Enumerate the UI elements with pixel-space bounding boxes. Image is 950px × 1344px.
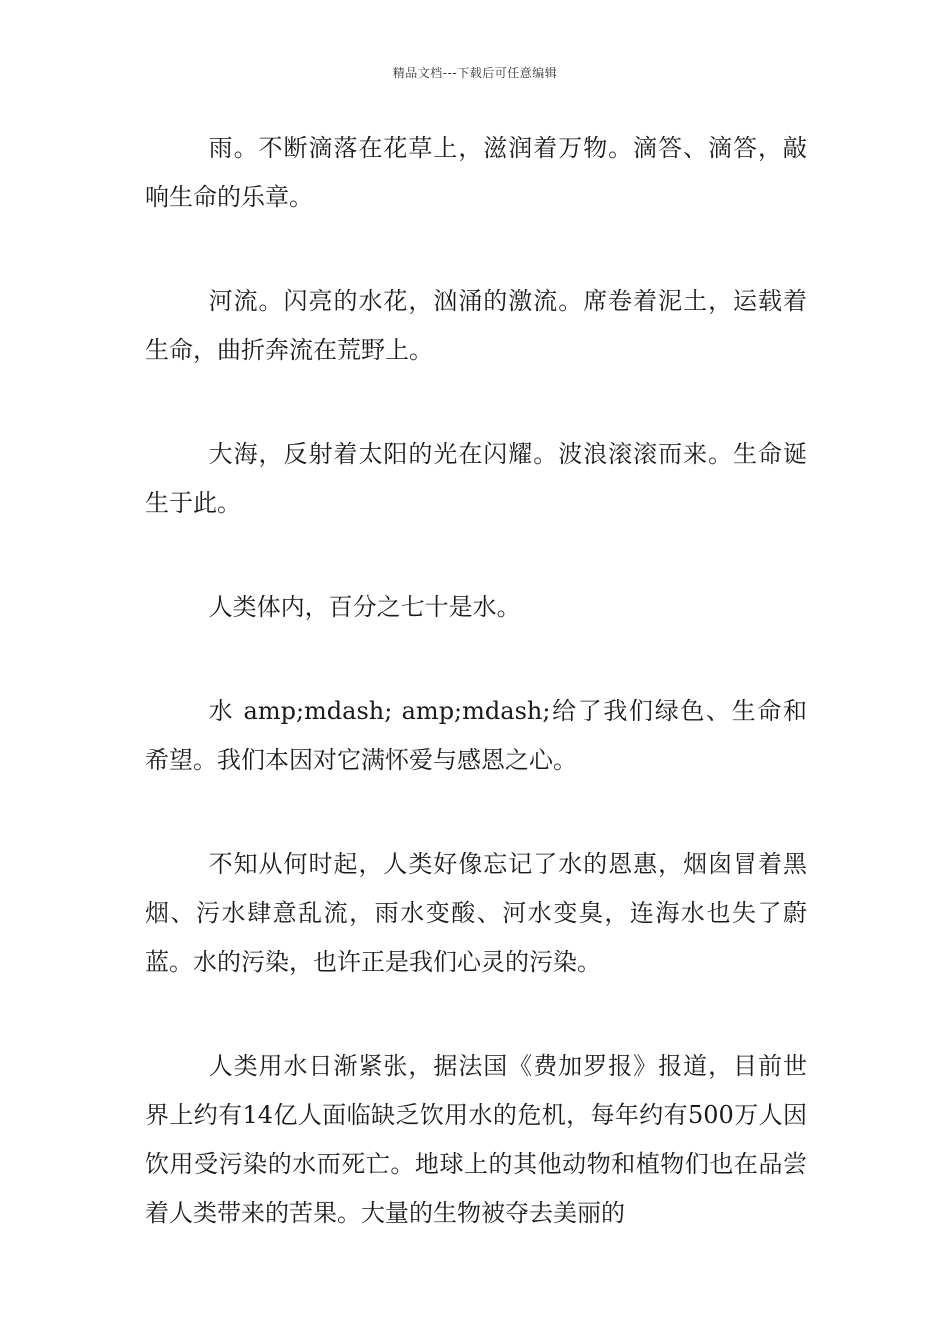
paragraph-rain: 雨。不断滴落在花草上，滋润着万物。滴答、滴答，敲响生命的乐章。: [145, 134, 807, 211]
document-body: [145, 124, 807, 1238]
paragraph-water-gift: 水 amp;mdash; amp;mdash;给了我们绿色、生命和希望。我们本因对它满怀爱与感恩之心。: [145, 697, 807, 774]
paragraph-sea: 大海，反射着太阳的光在闪耀。波浪滚滚而来。生命诞生于此。: [145, 440, 807, 517]
page-header: 精品文档---下载后可任意编辑: [392, 66, 558, 80]
paragraph-river: 河流。闪亮的水花，汹涌的激流。席卷着泥土，运载着生命，曲折奔流在荒野上。: [145, 287, 807, 364]
paragraph-water-shortage: 人类用水日渐紧张，据法国《费加罗报》报道，目前世界上约有14亿人面临缺乏饮用水的危机，每年约有500万人因饮用受污染的水而死亡。地球上的其他动物和植物们也在品尝着人类带来的苦果。大量的生物被夺去美丽的: [145, 1052, 807, 1227]
paragraph-pollution: 不知从何时起，人类好像忘记了水的恩惠，烟囱冒着黑烟、污水肆意乱流，雨水变酸、河水变臭，连海水也失了蔚蓝。水的污染，也许正是我们心灵的污染。: [145, 850, 807, 976]
paragraph-human-body: 人类体内，百分之七十是水。: [208, 593, 521, 621]
